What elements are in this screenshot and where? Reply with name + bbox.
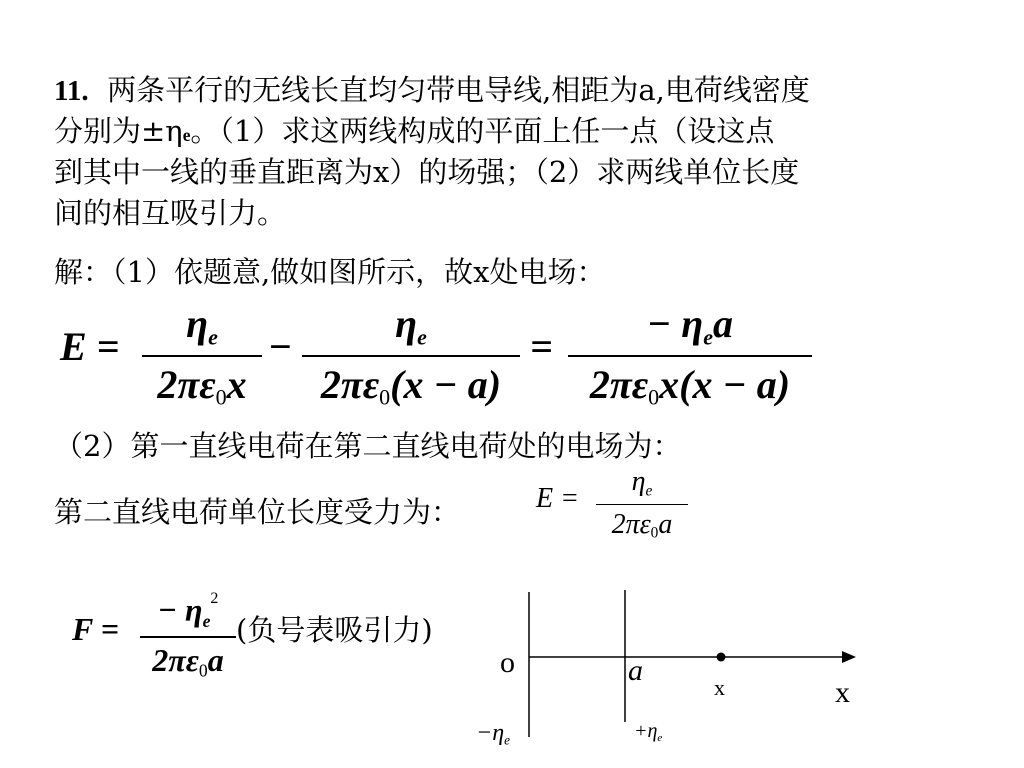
eq1-term1-num: $\eta_e$ [186, 301, 218, 350]
x-axis-label: x [835, 676, 850, 709]
eq2-lhs: E = [536, 483, 579, 514]
part2-force-text: 第二直线电荷单位长度受力为： [54, 495, 461, 529]
problem-text-2a: 分别为±η [54, 114, 183, 148]
point-x-dot [717, 653, 726, 662]
problem-text-2b: 。（1）求这两线构成的平面上任一点（设这点 [190, 114, 775, 148]
point-x-label: x [714, 675, 725, 700]
eq3-num: − $\eta_e^2$ [157, 590, 219, 631]
eq1-result-num: − $\eta_ea$ [647, 301, 733, 350]
eq2-den: 2πε0a [611, 509, 673, 542]
eq1-term1-den: 2πε0x [157, 361, 247, 410]
eq1-term2-num: $\eta_e$ [395, 301, 427, 350]
a-label: a [628, 654, 643, 687]
eq3-lhs: F = [72, 611, 119, 647]
problem-line-4: 间的相互吸引力。 [54, 196, 287, 230]
problem-text-1: 两条平行的无线长直均匀带电导线,相距为a,电荷线密度 [107, 73, 810, 107]
origin-label: o [500, 646, 515, 679]
eq1-minus: − [268, 324, 293, 369]
eq1-equals: = [530, 324, 553, 369]
part2-field-text: （2）第一直线电荷在第二直线电荷处的电场为： [54, 429, 682, 463]
force-note: (负号表吸引力) [236, 613, 433, 647]
eq1-lhs: E = [60, 324, 120, 369]
eq2-num: $\eta_e$ [631, 466, 653, 500]
eq1-result-den: 2πε0x(x − a) [589, 361, 791, 410]
problem-line-3: 到其中一线的垂直距离为x）的场强；（2）求两线单位长度 [54, 155, 800, 189]
problem-text-2-sub: e [182, 125, 191, 145]
eq3-den: 2πε0a [152, 641, 224, 681]
right-charge-label: $+\eta_e$ [634, 720, 663, 744]
problem-number: 11. [54, 75, 89, 107]
solution-intro: 解：（1）依题意,做如图所示，故x处电场： [54, 255, 606, 289]
x-axis-arrow-icon [842, 651, 856, 663]
eq1-term2-den: 2πε0(x − a) [320, 361, 502, 410]
left-charge-label: $-\eta_e$ [476, 720, 510, 748]
